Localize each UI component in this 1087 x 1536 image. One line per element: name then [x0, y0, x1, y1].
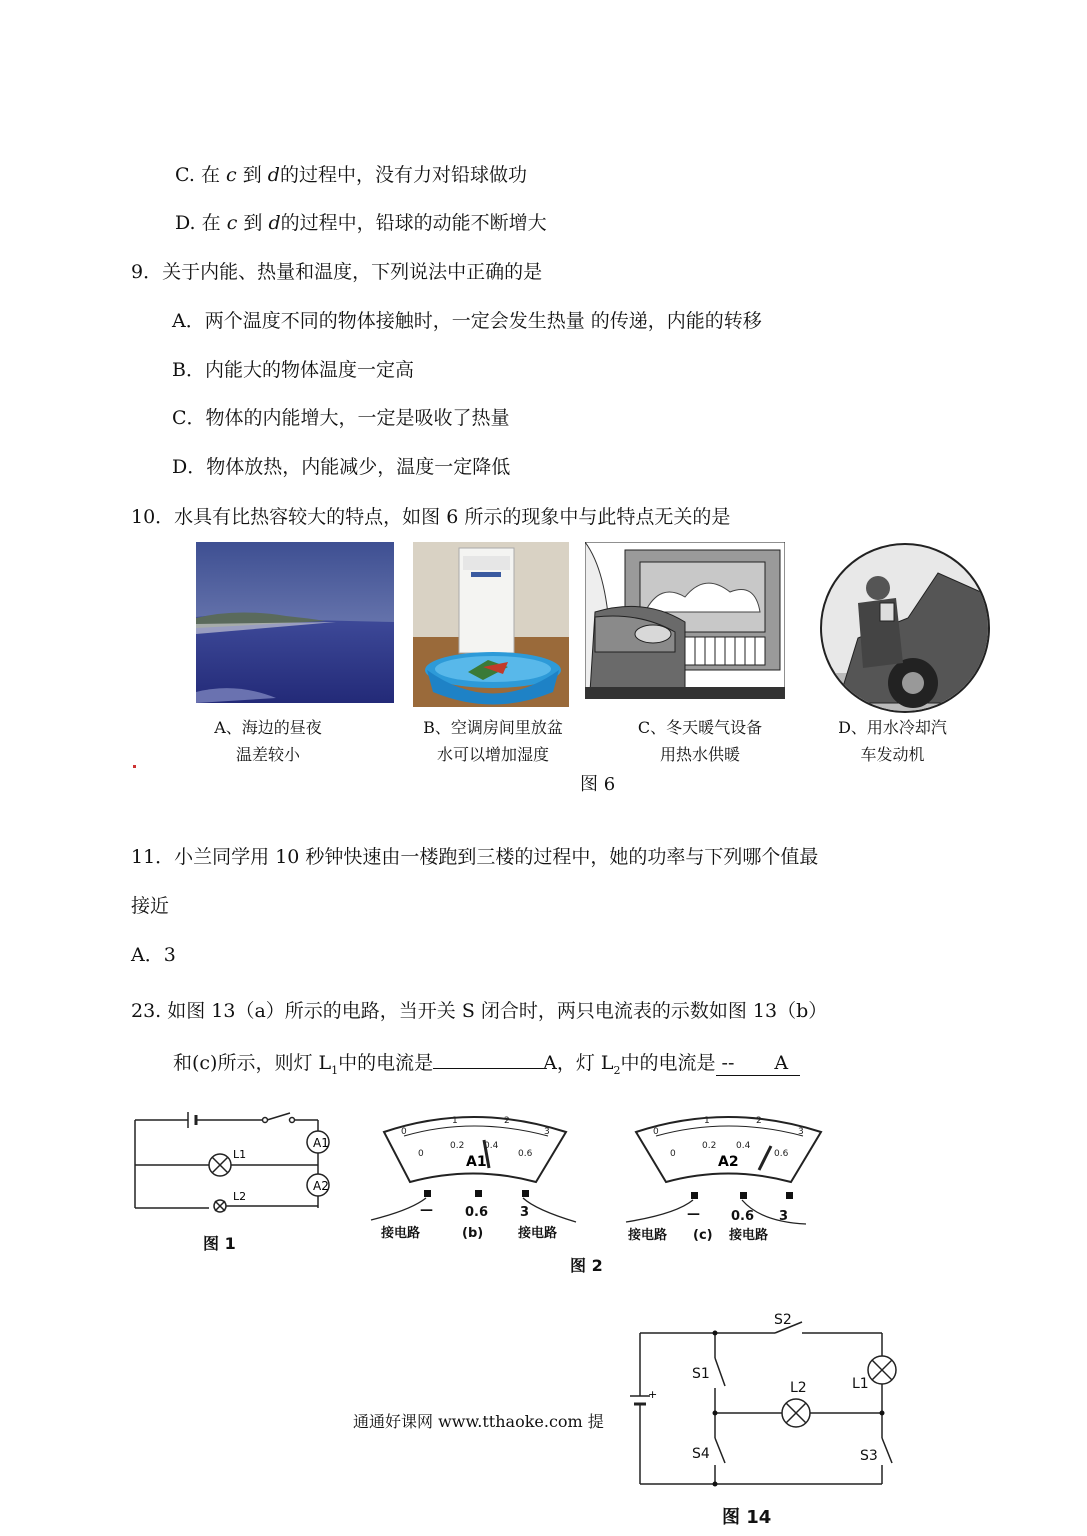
q23-unit2: A	[774, 1052, 789, 1074]
mc-06: 0.6	[731, 1209, 755, 1224]
mc-bot-0: 0	[670, 1149, 676, 1159]
mb-bot-0: 0	[418, 1149, 424, 1159]
q8-c-prefix: C. 在	[175, 164, 220, 186]
caption-a-line1: A、海边的昼夜	[214, 718, 322, 737]
footer-watermark: 通通好课网 www.tthaoke.com 提	[353, 1412, 604, 1431]
mc-3: 3	[779, 1209, 789, 1224]
q23-sub1: 1	[331, 1063, 339, 1077]
mb-top-3: 3	[544, 1127, 550, 1137]
fig14-plus: +	[648, 1388, 658, 1401]
fig14-l1: L1	[852, 1376, 869, 1392]
fig14-label: 图 14	[722, 1507, 772, 1528]
caption-b-line1: B、空调房间里放盆	[423, 718, 563, 737]
q9-option-b: B．内能大的物体温度一定高	[172, 359, 414, 381]
q23-line2	[173, 1048, 800, 1083]
q11-option-a: A．3	[131, 944, 176, 966]
q8-c-var2: d	[267, 164, 280, 186]
fig14-l2: L2	[790, 1380, 807, 1396]
meter-c-name: A2	[718, 1154, 739, 1170]
caption-d	[825, 714, 960, 768]
mc-jie2: 接电路	[729, 1228, 769, 1243]
mb-minus: —	[420, 1203, 433, 1218]
q8-d-suffix: 的过程中，铅球的动能不断增大	[280, 212, 547, 234]
mb-top-2: 2	[504, 1116, 510, 1126]
q8-option-c	[175, 163, 527, 187]
q23-l2-mid: 中的电流是	[338, 1052, 434, 1074]
q8-option-d	[175, 211, 547, 235]
mb-jie2: 接电路	[518, 1226, 558, 1241]
mb-b: (b)	[462, 1226, 484, 1241]
caption-d-line1: D、用水冷却汽	[838, 718, 947, 737]
q9-stem: 9．关于内能、热量和温度，下列说法中正确的是	[131, 261, 543, 283]
answer-blank-2[interactable]	[716, 1051, 801, 1076]
mb-bot-3: 0.6	[518, 1149, 533, 1159]
mb-top-0: 0	[401, 1127, 407, 1137]
caption-c-line2: 用热水供暖	[659, 745, 740, 764]
q23-l2-pre: 和(c)所示，则灯 L	[173, 1052, 332, 1074]
mc-bot-3: 0.6	[774, 1149, 789, 1159]
q8-c-suffix: 的过程中，没有力对铅球做功	[279, 164, 527, 186]
q8-d-var1: c	[226, 212, 238, 234]
fig14-s1: S1	[692, 1366, 710, 1382]
fig1-l1-text: L1	[233, 1148, 247, 1161]
q8-d-var2: d	[268, 212, 281, 234]
mc-bot-1: 0.2	[702, 1141, 717, 1151]
mb-top-1: 1	[452, 1116, 458, 1126]
mc-top-1: 1	[704, 1116, 710, 1126]
car-engine-image	[818, 543, 993, 713]
fig14-s4: S4	[692, 1446, 710, 1462]
seaside-image	[196, 542, 394, 703]
mb-bot-1: 0.2	[450, 1141, 465, 1151]
caption-a	[198, 714, 338, 768]
mc-minus: —	[687, 1207, 700, 1222]
q8-c-var1: c	[226, 164, 237, 186]
caption-c	[625, 714, 775, 768]
mc-bot-2: 0.4	[736, 1141, 751, 1151]
mc-top-2: 2	[756, 1116, 762, 1126]
caption-b	[408, 714, 578, 768]
fig1-label: 图 1	[203, 1234, 236, 1253]
q23-unit1: A，灯 L	[543, 1052, 614, 1074]
fig6-label: 图 6	[580, 774, 616, 795]
q9-option-c: C．物体的内能增大，一定是吸收了热量	[172, 407, 510, 429]
q8-c-mid: 到	[242, 164, 262, 186]
figure14-circuit	[620, 1308, 920, 1506]
mb-06: 0.6	[465, 1205, 489, 1220]
mc-c: (c)	[693, 1228, 713, 1243]
fig14-s3: S3	[860, 1448, 878, 1464]
meter-b-name: A1	[466, 1154, 487, 1170]
mc-top-3: 3	[798, 1127, 804, 1137]
ac-room-image	[413, 542, 569, 707]
caption-d-line2: 车发动机	[860, 745, 925, 764]
q11-line2: 接近	[131, 895, 170, 917]
answer-blank-1[interactable]	[433, 1048, 543, 1069]
red-dot	[133, 765, 136, 768]
q9-option-a: A．两个温度不同的物体接触时，一定会发生热量 的传递，内能的转移	[172, 310, 762, 332]
mb-jie1: 接电路	[381, 1226, 421, 1241]
q23-l2-mid2: 中的电流是	[620, 1052, 716, 1074]
figure1-circuit	[130, 1110, 340, 1215]
fig2-label: 图 2	[570, 1256, 603, 1275]
caption-b-line2: 水可以增加湿度	[436, 745, 549, 764]
answer-blank-2-text: --	[721, 1052, 735, 1074]
caption-a-line2: 温差较小	[235, 745, 300, 764]
q23-line1: 23. 如图 13（a）所示的电路，当开关 S 闭合时，两只电流表的示数如图 13（b）	[131, 1000, 828, 1022]
fig1-a1-text: A1	[313, 1136, 329, 1150]
fig1-l2-text: L2	[233, 1190, 247, 1203]
q23-sub2: 2	[613, 1063, 621, 1077]
fig14-s2: S2	[774, 1312, 792, 1328]
figure2-meters	[366, 1110, 826, 1250]
mc-top-0: 0	[653, 1127, 659, 1137]
mc-jie1: 接电路	[628, 1228, 668, 1243]
mb-bot-2: 0.4	[484, 1141, 499, 1151]
q8-d-prefix: D. 在	[175, 212, 221, 234]
caption-c-line1: C、冬天暖气设备	[637, 718, 763, 737]
fig1-a2-text: A2	[313, 1179, 329, 1193]
mb-3: 3	[520, 1205, 530, 1220]
heater-image	[585, 542, 785, 699]
q9-option-d: D．物体放热，内能减少，温度一定降低	[172, 456, 511, 478]
q10-stem: 10．水具有比热容较大的特点，如图 6 所示的现象中与此特点无关的是	[131, 506, 731, 528]
q11-line1: 11．小兰同学用 10 秒钟快速由一楼跑到三楼的过程中，她的功率与下列哪个值最	[131, 846, 819, 868]
q8-d-mid: 到	[243, 212, 263, 234]
